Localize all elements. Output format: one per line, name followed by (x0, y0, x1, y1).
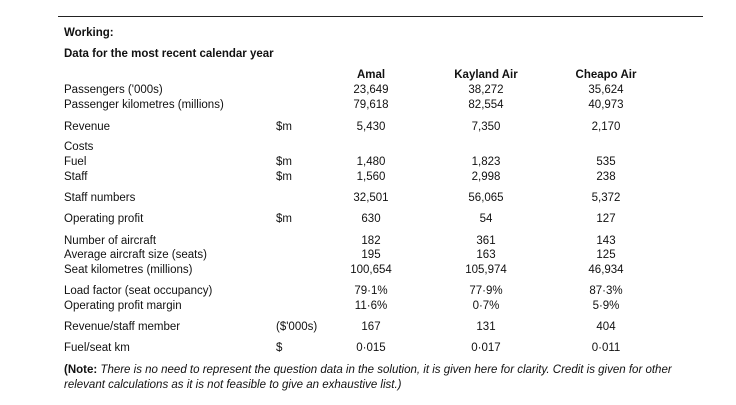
column-header-amal: Amal (356, 69, 386, 81)
footnote (64, 363, 704, 393)
table-row (0, 320, 736, 335)
value-amal: 0·015 (356, 342, 386, 354)
value-kayland-air: 54 (479, 213, 493, 225)
row-label: Operating profit margin (64, 300, 182, 312)
value-cheapo-air: 5,372 (591, 192, 621, 204)
value-amal: 100,654 (350, 264, 392, 276)
value-cheapo-air: 143 (596, 235, 616, 247)
value-kayland-air: 361 (476, 235, 496, 247)
value-cheapo-air: 46,934 (588, 264, 624, 276)
row-label: Seat kilometres (millions) (64, 264, 193, 276)
table-row (0, 248, 736, 263)
value-cheapo-air: 0·011 (591, 342, 621, 354)
value-kayland-air: 82,554 (468, 99, 504, 111)
table-row (0, 155, 736, 170)
value-cheapo-air: 535 (596, 156, 616, 168)
row-unit: $m (276, 121, 292, 133)
value-kayland-air: 7,350 (471, 121, 501, 133)
table-row (0, 170, 736, 185)
table-row (0, 140, 736, 155)
row-label: Fuel (64, 156, 87, 168)
table-row (0, 212, 736, 227)
row-label: Passenger kilometres (millions) (64, 99, 224, 111)
value-cheapo-air: 5·9% (592, 300, 620, 312)
row-label: Staff numbers (64, 192, 136, 204)
column-header-row (0, 68, 736, 83)
footnote-text: There is no need to represent the question data in the solution, it is given here for clarity. Credit is given for other relevant calculations as it is not feasible to give an exhaustive list.) (64, 364, 672, 391)
table-row (0, 191, 736, 206)
row-unit: $ (276, 342, 283, 354)
value-kayland-air: 105,974 (465, 264, 507, 276)
column-header-kayland-air: Kayland Air (454, 69, 518, 81)
value-amal: 1,560 (356, 171, 386, 183)
value-cheapo-air: 2,170 (591, 121, 621, 133)
table-row (0, 263, 736, 278)
column-header-cheapo-air: Cheapo Air (575, 69, 637, 81)
value-amal: 630 (361, 213, 381, 225)
row-unit: ($'000s) (276, 321, 318, 333)
value-kayland-air: 0·017 (471, 342, 501, 354)
value-amal: 32,501 (353, 192, 389, 204)
value-amal: 167 (361, 321, 381, 333)
value-amal: 5,430 (356, 121, 386, 133)
value-amal: 1,480 (356, 156, 386, 168)
value-kayland-air: 0·7% (472, 300, 500, 312)
table-row (0, 299, 736, 314)
footnote-lead: (Note: (64, 364, 98, 376)
row-label: Revenue/staff member (64, 321, 181, 333)
table-row (0, 83, 736, 98)
row-label: Staff (64, 171, 88, 183)
row-label: Revenue (64, 121, 111, 133)
value-kayland-air: 131 (476, 321, 496, 333)
table-row (0, 120, 736, 135)
value-amal: 23,649 (353, 84, 389, 96)
row-label: Fuel/seat km (64, 342, 130, 354)
value-cheapo-air: 238 (596, 171, 616, 183)
top-rule (58, 16, 703, 17)
value-kayland-air: 163 (476, 249, 496, 261)
row-label: Average aircraft size (seats) (64, 249, 207, 261)
table-row (0, 284, 736, 299)
row-unit: $m (276, 156, 292, 168)
value-kayland-air: 2,998 (471, 171, 501, 183)
row-label: Passengers ('000s) (64, 84, 163, 96)
row-label: Operating profit (64, 213, 144, 225)
value-amal: 182 (361, 235, 381, 247)
value-amal: 11·6% (354, 300, 388, 312)
working-heading: Working: (64, 27, 114, 39)
table-row (0, 234, 736, 249)
section-subtitle: Data for the most recent calendar year (64, 48, 274, 60)
value-cheapo-air: 40,973 (588, 99, 624, 111)
value-cheapo-air: 125 (596, 249, 616, 261)
value-cheapo-air: 404 (596, 321, 616, 333)
row-unit: $m (276, 171, 292, 183)
value-amal: 79·1% (354, 285, 388, 297)
value-amal: 79,618 (353, 99, 389, 111)
value-kayland-air: 38,272 (468, 84, 504, 96)
row-unit: $m (276, 213, 292, 225)
row-label: Number of aircraft (64, 235, 157, 247)
value-kayland-air: 1,823 (471, 156, 501, 168)
value-cheapo-air: 127 (596, 213, 616, 225)
value-cheapo-air: 35,624 (588, 84, 624, 96)
table-row (0, 341, 736, 356)
value-cheapo-air: 87·3% (589, 285, 623, 297)
value-kayland-air: 77·9% (469, 285, 503, 297)
table-row (0, 98, 736, 113)
value-kayland-air: 56,065 (468, 192, 504, 204)
row-label: Load factor (seat occupancy) (64, 285, 213, 297)
row-label: Costs (64, 141, 94, 153)
value-amal: 195 (361, 249, 381, 261)
